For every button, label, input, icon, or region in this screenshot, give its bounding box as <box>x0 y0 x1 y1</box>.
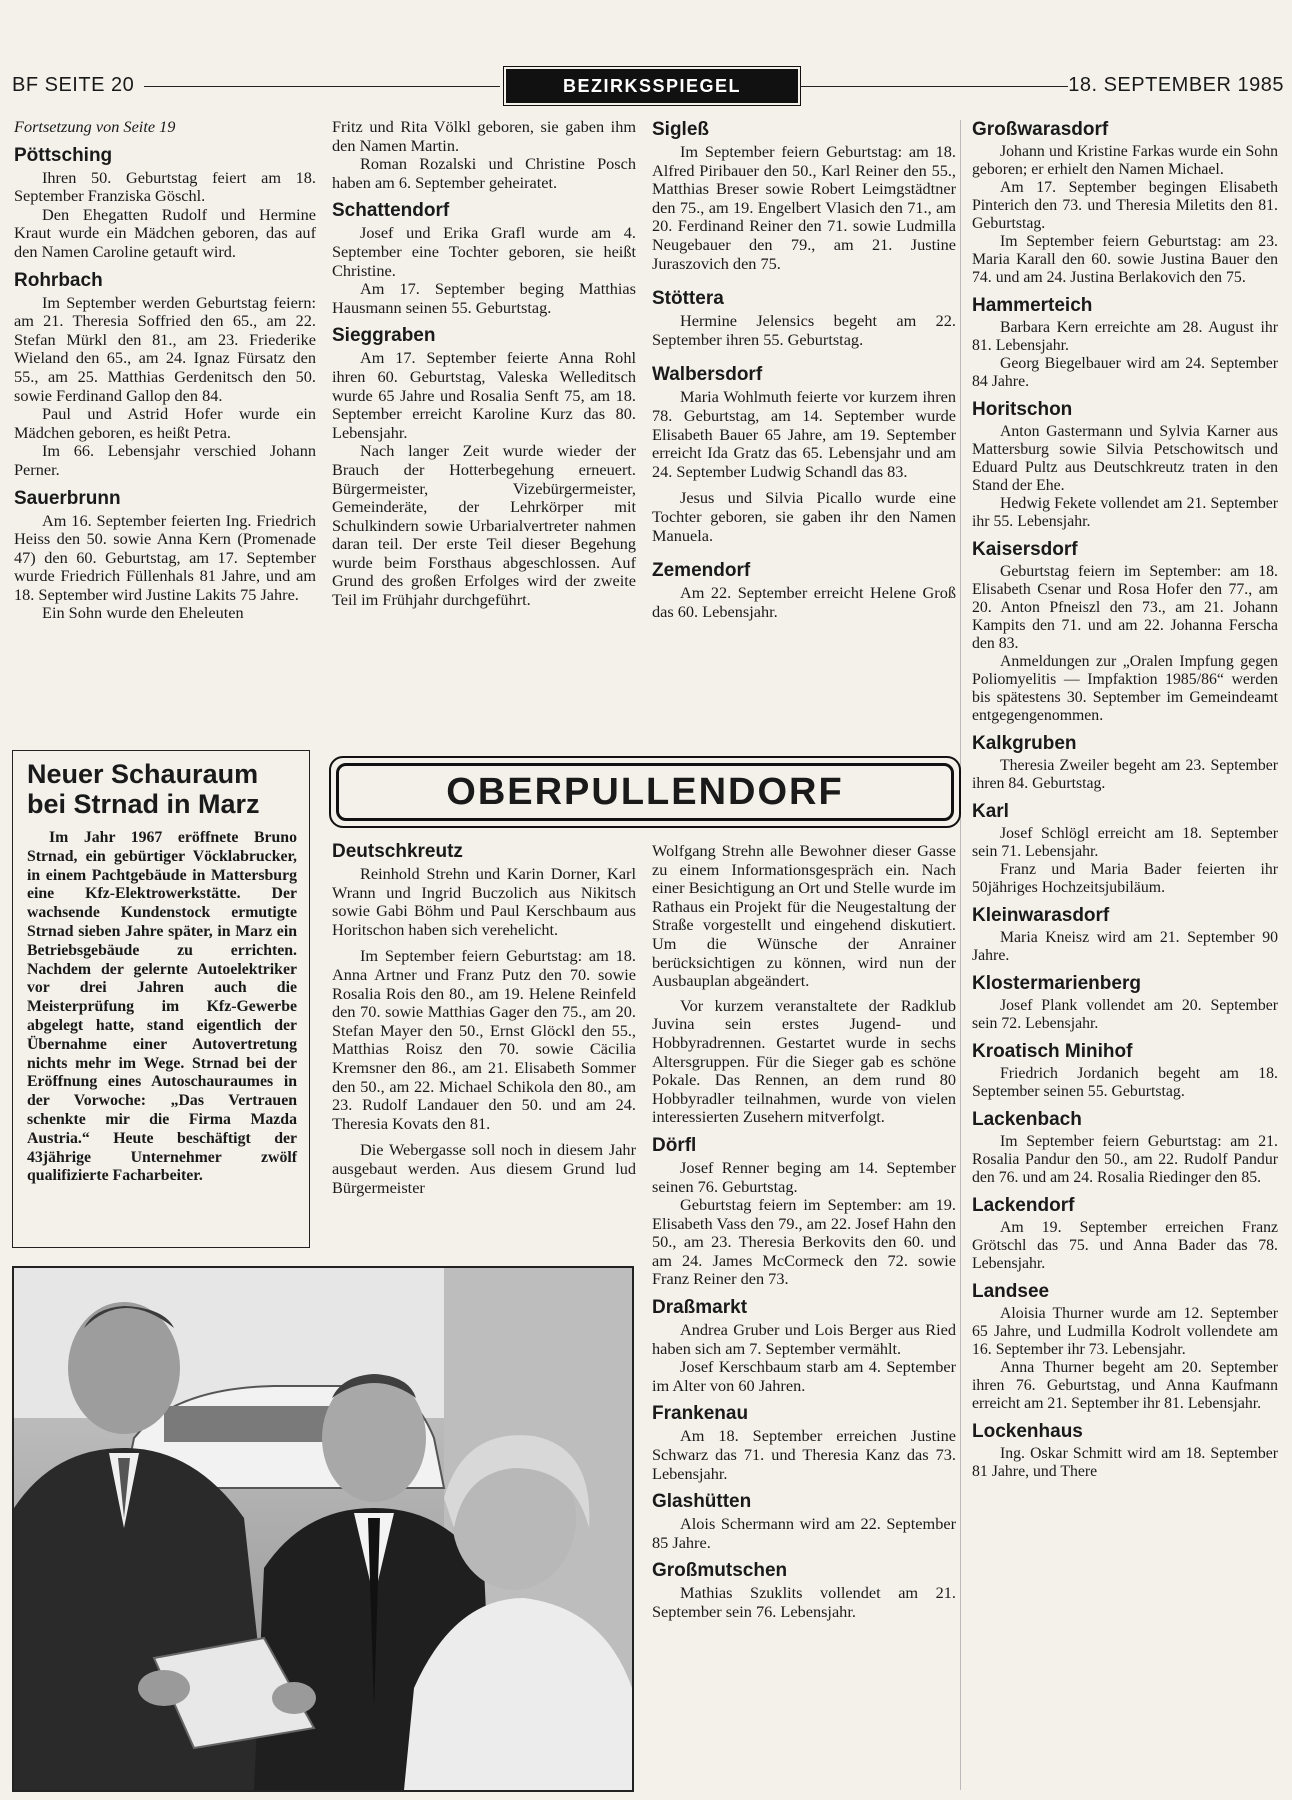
column-6 <box>972 118 1278 1481</box>
paragraph: Anna Thurner begeht am 20. September ihren 76. Geburtstag, und Anna Kaufmann erreicht am 21. September ihr 81. Lebensjahr. <box>972 1359 1278 1412</box>
heading-frankenau: Frankenau <box>652 1403 749 1425</box>
heading-hammerteich: Hammerteich <box>972 295 1093 316</box>
header-rule-right <box>800 86 1068 87</box>
column-3 <box>652 118 956 621</box>
heading-deutschkreutz: Deutschkreutz <box>332 841 463 862</box>
paragraph: Am 17. September begingen Elisabeth Pinterich den 73. und Theresia Miletits den 81. Geburtstag. <box>972 179 1278 232</box>
heading-rohrbach: Rohrbach <box>14 269 103 291</box>
column-4 <box>332 840 636 1197</box>
page-header <box>12 68 1284 102</box>
paragraph: Die Webergasse soll noch in diesem Jahr ausgebaut werden. Aus diesem Grund lud Bürgermeister <box>332 1140 636 1197</box>
paragraph: Theresia Zweiler begeht am 23. September ihren 84. Geburtstag. <box>972 757 1278 792</box>
paragraph: Josef Plank vollendet am 20. September sein 72. Lebensjahr. <box>972 997 1278 1032</box>
column-1 <box>14 118 316 623</box>
feature-box <box>12 750 310 1248</box>
paragraph: Fritz und Rita Völkl geboren, sie gaben ihm den Namen Martin. <box>332 117 636 155</box>
heading-landsee: Landsee <box>972 1281 1050 1302</box>
heading-klostermarienberg: Klostermarienberg <box>972 973 1141 994</box>
district-banner-title: OBERPULLENDORF <box>336 763 954 821</box>
heading-sigless: Sigleß <box>652 119 710 140</box>
paragraph: Maria Kneisz wird am 21. September 90 Jahre. <box>972 929 1278 964</box>
paragraph: Mathias Szuklits vollendet am 21. September sein 76. Lebensjahr. <box>652 1583 956 1621</box>
heading-lockenhaus: Lockenhaus <box>972 1421 1083 1442</box>
paragraph: Im September werden Geburtstag feiern: am 21. Theresia Soffried den 65., am 22. Stefan Mürkl den 81., am 23. Friederike Wieland den 65., am 24. Ignaz Fürsatz den 55., am 25. Matthias Gerdenitsch den 50. sowie Ferdinand Gallop den 84. <box>14 292 316 405</box>
paragraph: Am 18. September erreichen Justine Schwarz das 71. und Theresia Kanz das 73. Lebensjahr. <box>652 1426 956 1483</box>
paragraph: Ihren 50. Geburtstag feiert am 18. September Franziska Göschl. <box>14 167 316 206</box>
paragraph: Friedrich Jordanich begeht am 18. September seinen 55. Geburtstag. <box>972 1065 1278 1100</box>
paragraph: Am 22. September erreicht Helene Groß das 60. Lebensjahr. <box>652 583 956 621</box>
heading-schattendorf: Schattendorf <box>332 200 450 222</box>
heading-horitschon: Horitschon <box>972 399 1073 420</box>
paragraph: Maria Wohlmuth feierte vor kurzem ihren 78. Geburtstag, am 14. September wurde Elisabeth Bauer 65 Jahre, am 19. September erreicht Ida Gratz das 65. Lebensjahr und am 24. September Ludwig Schandl das 83. <box>652 387 956 481</box>
paragraph: Josef Renner beging am 14. September seinen 76. Geburtstag. <box>652 1157 956 1196</box>
paragraph: Den Ehegatten Rudolf und Hermine Kraut wurde ein Mädchen geboren, das auf den Namen Caroline getauft wird. <box>14 204 316 261</box>
paragraph: Ein Sohn wurde den Eheleuten <box>42 603 244 623</box>
paragraph: Nach langer Zeit wurde wieder der Brauch der Hotterbegehung erneuert. Bürgermeister, Vizebürgermeister, Gemeinderäte, der Lehrkörper mit Schulkindern sowie Urbarialvertreter nahmen daran teil. Der erste Teil dieser Begehung wurde beim Forsthaus abgeschlossen. Auf Grund des großen Erfolges wird der zweite Teil im Frühjahr durchgeführt. <box>332 441 636 610</box>
paragraph: Franz und Maria Bader feierten ihr 50jähriges Hochzeitsjubiläum. <box>972 861 1278 896</box>
paragraph: Anton Gastermann und Sylvia Karner aus Mattersburg sowie Silvia Petschowitsch und Eduard Pultz aus Deutschkreutz traten in den Stand der Ehe. <box>972 423 1278 494</box>
paragraph: Barbara Kern erreichte am 28. August ihr 81. Lebensjahr. <box>972 319 1278 354</box>
feature-text: Im Jahr 1967 eröffnete Bruno Strnad, ein gebürtiger Vöcklabrucker, in einem Pachtgebäude in Mattersburg eine Kfz-Elektrowerkstätte. Der wachsende Kundenstock ermutigte Strnad sieben Jahre später, in Marz ein Betriebsgebäude zu errichten. Nachdem der gelernte Autoelektriker vor drei Jahren auch die Meisterprüfung im Kfz-Gewerbe abgelegt hatte, stand eigentlich der Übernahme einer Autovertretung nichts mehr im Wege. Strnad bei der Eröffnung eines Autoschauraumes in der Vorwoche: „Das Vertrauen schenkte mir die Firma Mazda Austria.“ Heute beschäftigt der 43jährige Unternehmer zwölf qualifizierte Facharbeiter. <box>27 829 297 1185</box>
column-2 <box>332 118 636 610</box>
paragraph: Geburtstag feiern im September: am 18. Elisabeth Csenar und Rosa Hofer den 77., am 20. Anton Pfneiszl den 73., am 21. Johann Kampits den 71. und am 22. Johanna Ferscha den 83. <box>972 563 1278 652</box>
column-5 <box>652 842 956 1622</box>
heading-kalkgruben: Kalkgruben <box>972 733 1077 754</box>
heading-kleinwarasdorf: Kleinwarasdorf <box>972 905 1110 926</box>
paragraph: Vor kurzem veranstaltete der Radklub Juvina sein erstes Jugend- und Hobbyradrennen. Gestartet wurde in sechs Altersgruppen. Für die Sieger gab es schöne Pokale. Das Rennen, an dem rund 80 Hobbyradler teilnahmen, wurde von vielen interessierten Zusehern mitverfolgt. <box>652 995 956 1127</box>
paragraph: Geburtstag feiern im September: am 19. Elisabeth Vass den 79., am 22. Josef Hahn den 50., am 23. Theresia Berkovits den 60. und am 24. James McCormeck den 72. sowie Franz Reiner den 73. <box>652 1195 956 1289</box>
paragraph: Im September feiern Geburtstag: am 23. Maria Karall den 60. sowie Justina Bauer den 74. und am 24. Justina Berlakovich den 75. <box>972 233 1278 286</box>
heading-glashuetten: Glashütten <box>652 1491 752 1513</box>
paragraph: Paul und Astrid Hofer wurde ein Mädchen geboren, es heißt Petra. <box>14 404 316 442</box>
heading-kroatisch-minihof: Kroatisch Minihof <box>972 1041 1133 1062</box>
paragraph: Wolfgang Strehn alle Bewohner dieser Gasse zu einem Informationsgespräch ein. Nach einer Besichtigung an Ort und Stelle wurde im Rathaus ein Projekt für die Neugestaltung der Straße vorgestellt und eingehend diskutiert. Um die Wünsche der Anrainer berücksichtigen zu können, wird nun der Ausbauplan abgeändert. <box>652 841 956 991</box>
paragraph: Josef Kerschbaum starb am 4. September im Alter von 60 Jahren. <box>652 1357 956 1395</box>
paragraph: Georg Biegelbauer wird am 24. September 84 Jahre. <box>972 355 1278 390</box>
heading-stoettera: Stöttera <box>652 288 724 310</box>
issue-date: 18. SEPTEMBER 1985 <box>1068 74 1284 96</box>
heading-lackendorf: Lackendorf <box>972 1195 1075 1216</box>
paragraph: Im September feiern Geburtstag: am 18. Anna Artner und Franz Putz den 70. sowie Rosalia Rois den 80., am 19. Helene Reinfeld den 70. sowie Matthias Gager den 75., am 20. Stefan Mayer den 50., Ernst Glöckl den 55., Matthias Roisz den 70. sowie Cäcilia Kremsner den 86., am 21. Elisabeth Sommer den 50., am 22. Michael Schikola den 80., am 23. Rudolf Landauer den 50. und am 24. Theresia Kovats den 81. <box>332 946 636 1133</box>
photo-illustration <box>14 1268 632 1790</box>
header-rule-left <box>144 86 500 87</box>
heading-sieggraben: Sieggraben <box>332 325 436 347</box>
heading-drassmarkt: Draßmarkt <box>652 1297 748 1319</box>
paragraph: Josef und Erika Grafl wurde am 4. September eine Tochter geboren, sie heißt Christine. <box>332 223 636 280</box>
paragraph: Andrea Gruber und Lois Berger aus Ried haben sich am 7. September vermählt. <box>652 1320 956 1358</box>
heading-karl: Karl <box>972 801 1009 822</box>
heading-sauerbrunn: Sauerbrunn <box>14 487 121 509</box>
heading-kaisersdorf: Kaisersdorf <box>972 539 1078 560</box>
column-rule <box>960 120 961 1790</box>
paragraph: Roman Rozalski und Christine Posch haben am 6. September geheiratet. <box>332 154 636 192</box>
heading-walbersdorf: Walbersdorf <box>652 364 763 386</box>
paragraph: Im September feiern Geburtstag: am 18. Alfred Piribauer den 50., Karl Reiner den 55., Matthias Breser sowie Robert Leimgstädtner den 75., am 19. Engelbert Vlasich den 71., am 20. Ferdinand Reiner den 71. sowie Ludmilla Neugebauer den 79., am 21. Justine Juraszovich den 75. <box>652 142 956 273</box>
feature-title: Neuer Schauraum bei Strnad in Marz <box>27 759 260 819</box>
paragraph: Aloisia Thurner wurde am 12. September 65 Jahre, und Ludmilla Kodrolt vollendete am 16. September ihr 73. Lebensjahr. <box>972 1305 1278 1358</box>
paragraph: Josef Schlögl erreicht am 18. September sein 71. Lebensjahr. <box>972 825 1278 860</box>
heading-lackenbach: Lackenbach <box>972 1109 1082 1130</box>
paragraph: Im September feiern Geburtstag: am 21. Rosalia Pandur den 50., am 22. Rudolf Pandur den 76. und am 24. Rosalia Riedinger den 85. <box>972 1133 1278 1186</box>
heading-zemendorf: Zemendorf <box>652 560 751 582</box>
paragraph: Am 17. September feierte Anna Rohl ihren 60. Geburtstag, Valeska Welleditsch wurde 65 Jahre und Rosalia Senft 75, am 18. September erreicht Karoline Kurz das 80. Lebensjahr. <box>332 348 636 442</box>
paragraph: Am 17. September beging Matthias Hausmann seinen 55. Geburtstag. <box>332 279 636 317</box>
paragraph: Anmeldungen zur „Oralen Impfung gegen Poliomyelitis — Impfaktion 1985/86“ werden bis spätestens 30. September im Gemeindeamt entgegengenommen. <box>972 653 1278 724</box>
page-number: BF SEITE 20 <box>12 74 135 96</box>
news-photo <box>12 1266 634 1792</box>
paragraph: Johann und Kristine Farkas wurde ein Sohn geboren; er erhielt den Namen Michael. <box>972 143 1278 178</box>
paragraph: Jesus und Silvia Picallo wurde eine Tochter geboren, sie gaben ihr den Namen Manuela. <box>652 488 956 545</box>
heading-doerfl: Dörfl <box>652 1134 697 1156</box>
heading-grossmutschen: Großmutschen <box>652 1560 788 1582</box>
paragraph: Hermine Jelensics begeht am 22. September ihren 55. Geburtstag. <box>652 311 956 349</box>
paragraph: Ing. Oskar Schmitt wird am 18. September 81 Jahre, und There <box>972 1445 1278 1480</box>
heading-grosswarasdorf: Großwarasdorf <box>972 119 1109 140</box>
continuation-note: Fortsetzung von Seite 19 <box>14 117 176 136</box>
paragraph: Hedwig Fekete vollendet am 21. September ihr 55. Lebensjahr. <box>972 495 1278 530</box>
section-title: BEZIRKSSPIEGEL <box>506 69 798 103</box>
paragraph: Alois Schermann wird am 22. September 85 Jahre. <box>652 1514 956 1552</box>
paragraph: Am 19. September erreichen Franz Grötschl das 75. und Anna Bader das 78. Lebensjahr. <box>972 1219 1278 1272</box>
paragraph: Am 16. September feierten Ing. Friedrich Heiss den 50. sowie Anna Kern (Promenade 47) den 60. Geburtstag, am 17. September wurde Friedrich Füllenhals 81 Jahre, und am 18. September wird Justine Lakits 75 Jahre. <box>14 510 316 604</box>
district-banner <box>329 756 961 828</box>
paragraph: Reinhold Strehn und Karin Dorner, Karl Wrann und Ingrid Buczolich aus Nikitsch sowie Gabi Böhm und Paul Kerschbaum aus Horitschon haben sich verehelicht. <box>332 864 636 939</box>
heading-poettsching: Pöttsching <box>14 144 113 166</box>
paragraph: Im 66. Lebensjahr verschied Johann Perner. <box>14 441 316 479</box>
